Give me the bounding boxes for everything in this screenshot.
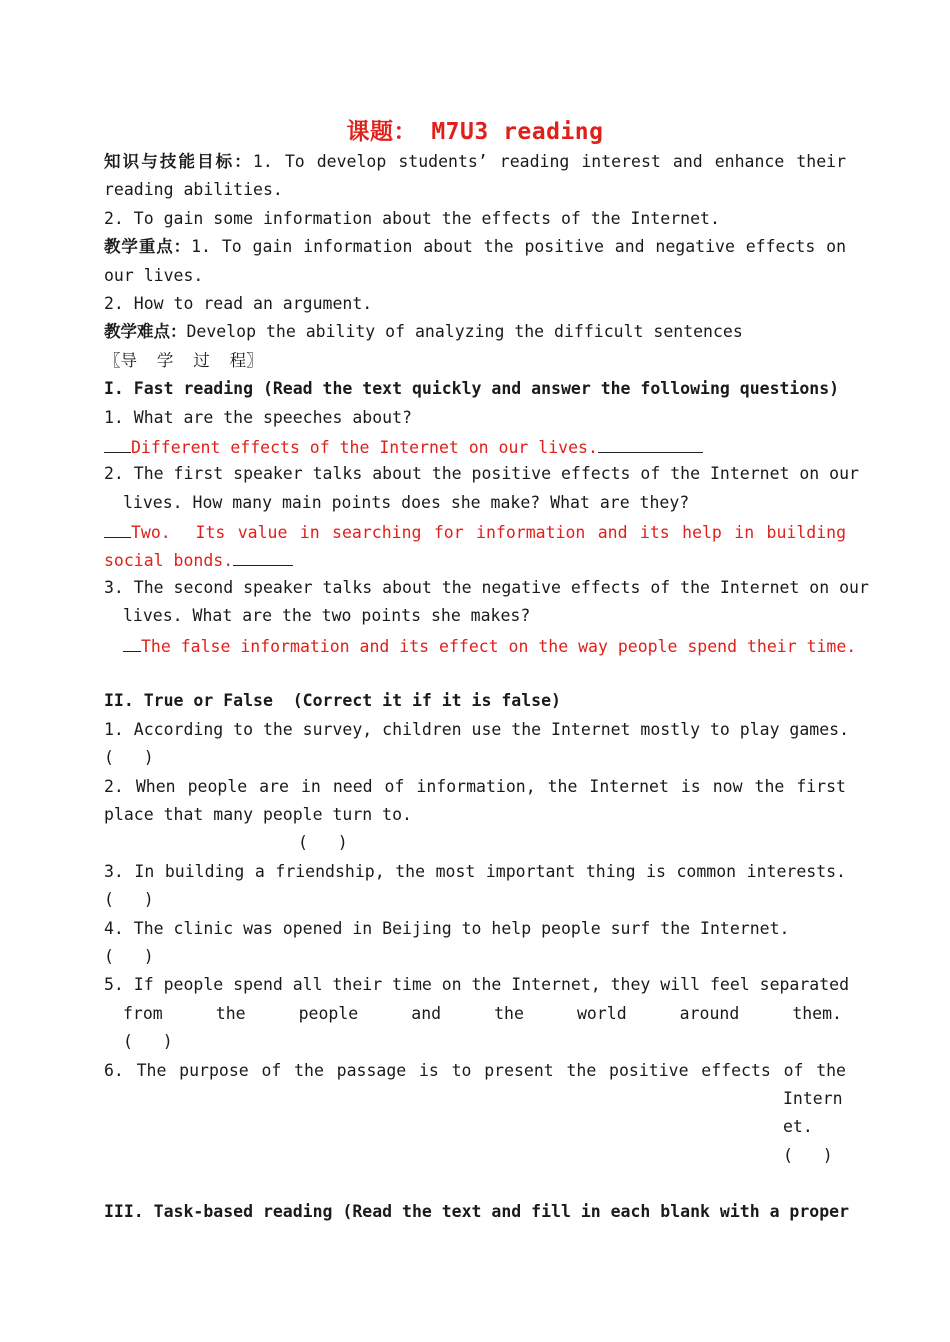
answer-2-cont: social bonds. [104,551,234,571]
answer-paren-4[interactable]: ( ) [104,946,154,966]
worksheet [104,116,869,1227]
question-2-cont: lives. How many main points does she make? What are they? [123,492,690,512]
knowledge-goal-2: 2. To gain some information about the effects of the Internet. [104,208,720,228]
answer-3: The false information and its effect on the way people spend their time. [141,636,857,656]
difficulty-label: 教学难点： [104,322,187,342]
focus-line [104,233,846,261]
blank [598,432,703,453]
section-1-heading: I. Fast reading (Read the text quickly and answer the following questions) [104,379,840,399]
focus-1-cont: our lives. [104,265,204,285]
answer-3-line [104,631,857,659]
question-3: 3. The second speaker talks about the negative effects of the Internet on our [104,577,869,597]
focus-1: 1. To gain information about the positive and negative effects on [191,237,847,257]
spacer [104,1170,846,1198]
focus-2: 2. How to read an argument. [104,293,373,313]
statement-5-cont: from the people and the world around them. [123,1003,842,1023]
knowledge-goal-1-cont: reading abilities. [104,180,283,200]
statement-2-cont: place that many people turn to. [104,804,412,824]
answer-1: Different effects of the Internet on our lives. [131,437,598,457]
spacer [104,659,846,687]
question-1: 1. What are the speeches about? [104,407,412,427]
question-2: 2. The first speaker talks about the positive effects of the Internet on our [104,464,859,484]
answer-paren-5[interactable]: ( ) [123,1032,173,1052]
blank [104,432,131,453]
difficulty-line [104,318,846,346]
blank [233,545,293,566]
answer-paren-2[interactable]: ( ) [298,833,348,853]
answer-2-line [104,517,846,545]
statement-6: 6. The purpose of the passage is to present the positive effects of the [104,1060,846,1080]
difficulty-1: Develop the ability of analyzing the difficult sentences [186,322,743,342]
answer-2-cont-line [104,545,846,573]
knowledge-goal-label: 知识与技能目标： [104,152,253,171]
goal-line [104,148,846,176]
statement-5-cont-line [104,1000,846,1028]
blank [104,517,131,538]
statement-6-cont-1: Intern [783,1088,843,1108]
section-3-heading: III. Task-based reading (Read the text and fill in each blank with a proper [104,1202,850,1222]
statement-3: 3. In building a friendship, the most important thing is common interests. [104,861,846,881]
section-2-heading: II. True or False (Correct it if it is false) [104,691,561,711]
answer-paren-6[interactable]: ( ) [783,1145,833,1165]
knowledge-goal-1: 1. To develop students’ reading interest and enhance their [252,152,846,171]
statement-1: 1. According to the survey, children use the Internet mostly to play games. [104,719,850,739]
answer-paren-3[interactable]: ( ) [104,890,154,910]
page-title: 课题： M7U3 reading [346,119,604,145]
statement-5: 5. If people spend all their time on the Internet, they will feel separated [104,975,850,995]
process-heading: 〖导 学 过 程〗 [104,350,263,370]
statement-6-cont-2: et. [783,1117,813,1137]
answer-2: Two. Its value in searching for information and its help in building [131,523,846,543]
focus-label: 教学重点： [104,237,192,257]
answer-1-line [104,432,846,460]
blank [123,631,141,652]
statement-2: 2. When people are in need of information, the Internet is now the first [104,776,846,796]
question-3-cont: lives. What are the two points she makes? [123,606,531,626]
statement-4: 4. The clinic was opened in Beijing to help people surf the Internet. [104,918,790,938]
answer-paren-1[interactable]: ( ) [104,748,154,768]
